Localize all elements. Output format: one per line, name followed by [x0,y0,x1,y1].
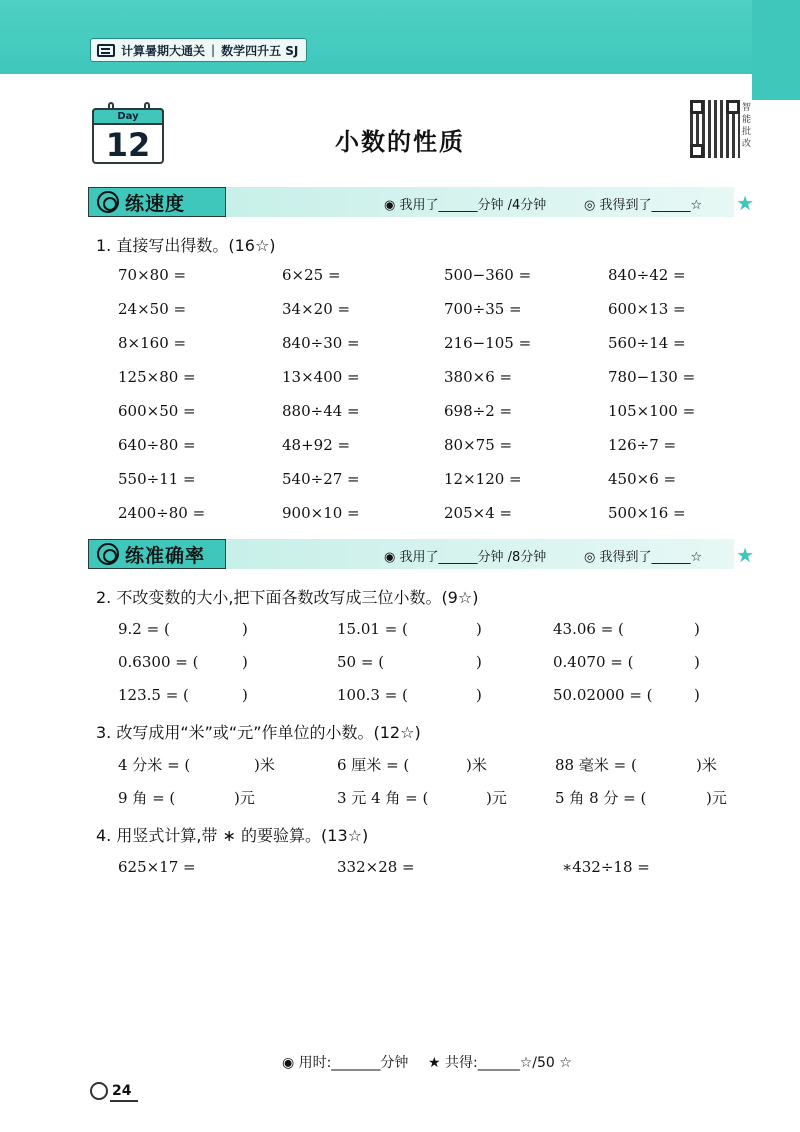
section-speed [88,187,754,217]
time-used: ◉ 我用了______分钟 /4分钟 [384,198,547,213]
banner-edge [752,0,800,100]
series-tag [90,38,307,62]
answer-blank[interactable]: ) [694,620,700,638]
star-icon: ★ [736,191,754,215]
fill-prompt: 9.2 = ( [118,620,170,638]
calc-item: 840÷30 = [282,334,360,352]
calc-item: 12×120 = [444,470,522,488]
fill-prompt: 5 角 8 分 = ( [555,789,647,807]
fill-prompt: 100.3 = ( [337,686,408,704]
section-title: 练速度 [125,192,186,215]
page-underline [110,1100,138,1102]
fill-prompt: 9 角 = ( [118,789,176,807]
answer-blank[interactable]: )米 [254,756,275,774]
calc-item: 105×100 = [608,402,696,420]
section-tab [88,187,226,217]
calc-item: 13×400 = [282,368,360,386]
calc-item: 780−130 = [608,368,696,386]
day-label: Day [92,108,164,125]
calc-item: 450×6 = [608,470,677,488]
answer-blank[interactable]: ) [242,653,248,671]
calc-item: 126÷7 = [608,436,677,454]
answer-blank[interactable]: ) [242,620,248,638]
q4-item: ∗432÷18 = [562,858,650,876]
answer-blank[interactable]: )元 [486,789,507,807]
answer-blank[interactable]: ) [694,686,700,704]
answer-blank[interactable]: )米 [466,756,487,774]
stopwatch-icon [97,191,119,213]
series-name: 计算暑期大通关 [121,43,206,58]
calc-item: 500−360 = [444,266,532,284]
page-title: 小数的性质 [335,128,465,156]
calc-item: 80×75 = [444,436,513,454]
fill-prompt: 88 毫米 = ( [555,756,637,774]
calc-item: 6×25 = [282,266,341,284]
q4-item: 332×28 = [337,858,415,876]
calc-item: 900×10 = [282,504,360,522]
calc-item: 70×80 = [118,266,187,284]
calc-item: 8×160 = [118,334,187,352]
answer-blank[interactable]: )米 [696,756,717,774]
separator: | [211,43,216,57]
footer-time: ◉ 用时:_______分钟 [282,1055,409,1071]
calc-item: 500×16 = [608,504,686,522]
calc-item: 600×13 = [608,300,686,318]
page-number: 24 [90,1082,131,1100]
calc-item: 380×6 = [444,368,513,386]
footer-total: ★ 共得:______☆/50 ☆ [428,1055,572,1071]
fill-prompt: 50 = ( [337,653,385,671]
calc-item: 698÷2 = [444,402,513,420]
calc-item: 550÷11 = [118,470,196,488]
answer-blank[interactable]: ) [476,653,482,671]
fill-prompt: 3 元 4 角 = ( [337,789,429,807]
calc-item: 700÷35 = [444,300,522,318]
answer-blank[interactable]: ) [242,686,248,704]
time-used: ◉ 我用了______分钟 /8分钟 [384,550,547,565]
answer-blank[interactable]: ) [476,686,482,704]
score-earned: ◎ 我得到了______☆ [584,198,703,213]
fill-prompt: 6 厘米 = ( [337,756,410,774]
top-banner [0,0,800,74]
fill-prompt: 50.02000 = ( [553,686,653,704]
calc-item: 48+92 = [282,436,351,454]
score-earned: ◎ 我得到了______☆ [584,550,703,565]
star-icon: ★ [736,543,754,567]
answer-blank[interactable]: )元 [706,789,727,807]
answer-blank[interactable]: ) [476,620,482,638]
target-icon [97,543,119,565]
calc-item: 205×4 = [444,504,513,522]
qr-code-icon[interactable] [690,100,740,158]
sun-icon [90,1082,108,1100]
calc-item: 560÷14 = [608,334,686,352]
fill-prompt: 0.4070 = ( [553,653,634,671]
day-number: 12 [105,126,151,164]
question-4: 4. 用竖式计算,带 ∗ 的要验算。(13☆) [96,826,369,845]
answer-blank[interactable]: )元 [234,789,255,807]
book-icon [97,44,115,57]
calc-item: 24×50 = [118,300,187,318]
fill-prompt: 15.01 = ( [337,620,408,638]
fill-prompt: 0.6300 = ( [118,653,199,671]
fill-prompt: 123.5 = ( [118,686,189,704]
answer-blank[interactable]: ) [694,653,700,671]
calc-item: 34×20 = [282,300,351,318]
question-2: 2. 不改变数的大小,把下面各数改写成三位小数。(9☆) [96,588,479,607]
calc-item: 600×50 = [118,402,196,420]
qr-caption: 智 能 批 改 [742,103,752,149]
question-3: 3. 改写成用“米”或“元”作单位的小数。(12☆) [96,723,421,742]
calc-item: 880÷44 = [282,402,360,420]
grade-label: 数学四升五 SJ [221,43,299,58]
q4-item: 625×17 = [118,858,196,876]
fill-prompt: 43.06 = ( [553,620,624,638]
calc-item: 540÷27 = [282,470,360,488]
section-accuracy [88,539,754,569]
calc-item: 640÷80 = [118,436,196,454]
calc-item: 125×80 = [118,368,196,386]
calc-item: 2400÷80 = [118,504,206,522]
fill-prompt: 4 分米 = ( [118,756,191,774]
section-title: 练准确率 [125,544,206,567]
question-1: 1. 直接写出得数。(16☆) [96,236,276,255]
calc-item: 840÷42 = [608,266,686,284]
section-tab [88,539,226,569]
calc-item: 216−105 = [444,334,532,352]
